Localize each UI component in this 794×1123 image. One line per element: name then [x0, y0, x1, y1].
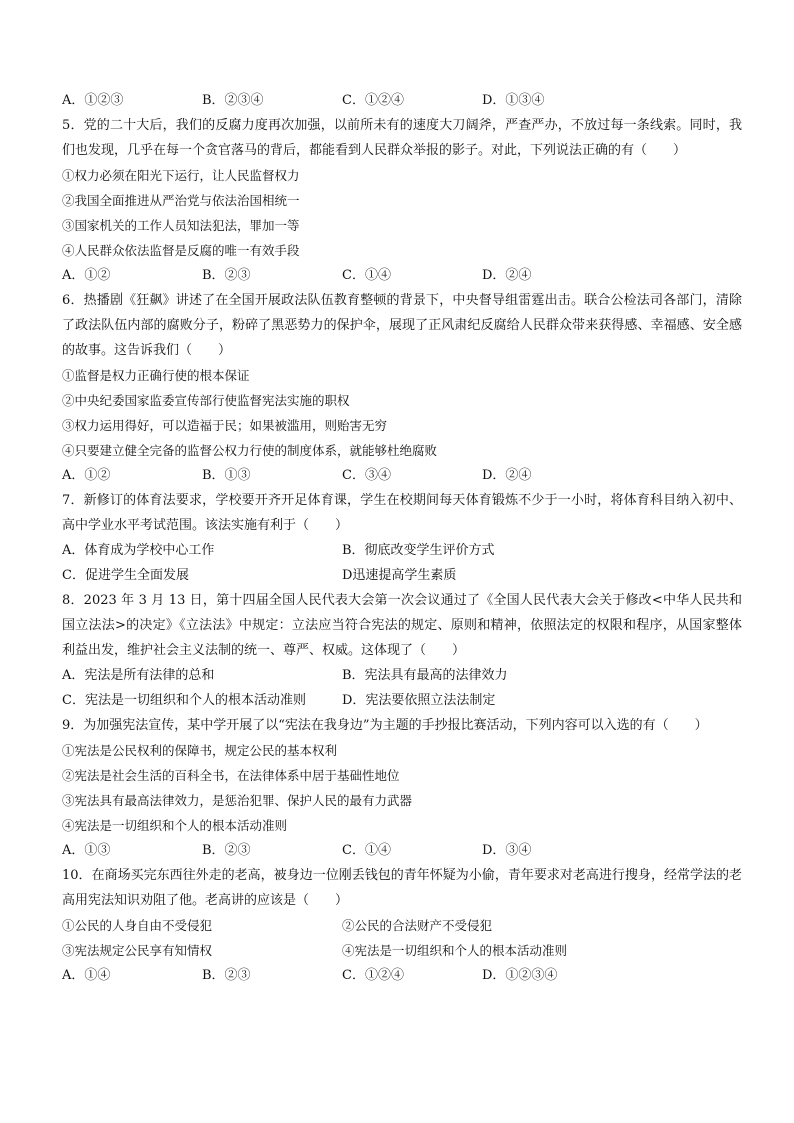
statement-4: ④宪法是一切组织和个人的根本活动准则	[62, 818, 288, 833]
statement-1: ①公民的人身自由不受侵犯	[62, 918, 213, 933]
option-b[interactable]: B．②③④	[202, 93, 264, 108]
option-d[interactable]: D．③④	[482, 843, 532, 858]
option-a[interactable]: A．①④	[62, 968, 111, 983]
option-c[interactable]: C．①④	[342, 268, 391, 283]
statement-2: ②我国全面推进从严治党与依法治国相统一	[62, 193, 300, 208]
statement-3: ③宪法规定公民享有知情权	[62, 943, 213, 958]
question-6	[62, 288, 742, 488]
question-stem: 9．为加强宪法宣传，某中学开展了以“宪法在我身边”为主题的手抄报比赛活动，下列内容可以入选的有（ ）	[62, 718, 708, 733]
statement-3: ③权力运用得好，可以造福于民；如果被滥用，则贻害无穷	[62, 418, 388, 433]
option-d[interactable]: D．②④	[482, 268, 532, 283]
option-b[interactable]: B．①③	[202, 468, 251, 483]
question-stem: 10．在商场买完东西往外走的老高，被身边一位刚丢钱包的青年怀疑为小偷，青年要求对老高进行搜身，经常学法的老高用宪法知识劝阻了他。老高讲的应该是（ ）	[62, 868, 742, 908]
option-a[interactable]: A．①②	[62, 268, 111, 283]
statements-row-1	[62, 913, 742, 938]
option-a[interactable]: A．体育成为学校中心工作	[62, 543, 215, 558]
options	[62, 963, 742, 988]
option-b[interactable]: B．②③	[202, 268, 251, 283]
option-b[interactable]: B．②③	[202, 843, 251, 858]
options-row-1	[62, 663, 742, 688]
option-d[interactable]: D．①③④	[482, 93, 545, 108]
options	[62, 263, 742, 288]
question-9	[62, 713, 742, 863]
option-b[interactable]: B．宪法具有最高的法律效力	[342, 668, 508, 683]
statement-4: ④人民群众依法监督是反腐的唯一有效手段	[62, 243, 300, 258]
option-b[interactable]: B．②③	[202, 968, 251, 983]
prev-question-options	[62, 88, 742, 113]
question-5	[62, 113, 742, 288]
question-stem: 8．2023 年 3 月 13 日，第十四届全国人民代表大会第一次会议通过了《全国人民代表大会关于修改<中华人民共和国立法法>的决定》《立法法》中规定：立法应当符合宪法的规定、原则和精神，依照法定的权限和程序，从国家整体利益出发，维护社会主义法制的统一、尊严、权威。这体现了（ ）	[62, 593, 742, 658]
option-a[interactable]: A．①③	[62, 843, 111, 858]
option-d[interactable]: D．②④	[482, 468, 532, 483]
statement-1: ①宪法是公民权利的保障书，规定公民的基本权利	[62, 743, 338, 758]
statements-row-2	[62, 938, 742, 963]
statement-2: ②宪法是社会生活的百科全书，在法律体系中居于基础性地位	[62, 768, 400, 783]
option-d[interactable]: D．①②③④	[482, 968, 558, 983]
question-stem: 7．新修订的体育法要求，学校要开齐开足体育课，学生在校期间每天体育锻炼不少于一小时，将体育科目纳入初中、高中学业水平考试范围。该法实施有利于（ ）	[62, 493, 742, 533]
options-row-1	[62, 538, 742, 563]
question-stem: 5．党的二十大后，我们的反腐力度再次加强，以前所未有的速度大刀阔斧，严查严办，不放过每一条线索。同时，我们也发现，几乎在每一个贪官落马的背后，都能看到人民群众举报的影子。对此，下列说法正确的有（ ）	[62, 118, 742, 158]
options-row-2	[62, 688, 742, 713]
options-row-2	[62, 563, 742, 588]
option-b[interactable]: B．彻底改变学生评价方式	[342, 543, 495, 558]
option-d[interactable]: D迅速提高学生素质	[342, 568, 457, 583]
question-stem: 6．热播剧《狂飙》讲述了在全国开展政法队伍教育整顿的背景下，中央督导组雷霆出击。联合公检法司各部门，清除了政法队伍内部的腐败分子，粉碎了黑恶势力的保护伞，展现了正风肃纪反腐给人民群众带来获得感、幸福感、安全感的故事。这告诉我们（ ）	[62, 293, 742, 358]
option-a[interactable]: A．①②	[62, 468, 111, 483]
option-c[interactable]: C．①②④	[342, 93, 404, 108]
option-c[interactable]: C．③④	[342, 468, 391, 483]
statement-1: ①权力必须在阳光下运行，让人民监督权力	[62, 168, 300, 183]
option-c[interactable]: C．宪法是一切组织和个人的根本活动准则	[62, 693, 306, 708]
options	[62, 463, 742, 488]
question-7	[62, 488, 742, 588]
option-a[interactable]: A．宪法是所有法律的总和	[62, 668, 215, 683]
statement-3: ③国家机关的工作人员知法犯法，罪加一等	[62, 218, 300, 233]
option-c[interactable]: C．促进学生全面发展	[62, 568, 189, 583]
option-d[interactable]: D．宪法要依照立法法制定	[342, 693, 496, 708]
option-c[interactable]: C．①②④	[342, 968, 404, 983]
options	[62, 838, 742, 863]
statement-1: ①监督是权力正确行使的根本保证	[62, 368, 250, 383]
option-a[interactable]: A．①②③	[62, 93, 124, 108]
question-8	[62, 588, 742, 713]
statement-2: ②公民的合法财产不受侵犯	[342, 918, 493, 933]
statement-4: ④宪法是一切组织和个人的根本活动准则	[342, 943, 568, 958]
statement-3: ③宪法具有最高法律效力，是惩治犯罪、保护人民的最有力武器	[62, 793, 413, 808]
exam-page	[62, 88, 742, 988]
option-c[interactable]: C．①④	[342, 843, 391, 858]
statement-4: ④只要建立健全完备的监督公权力行使的制度体系，就能够杜绝腐败	[62, 443, 438, 458]
statement-2: ②中央纪委国家监委宣传部行使监督宪法实施的职权	[62, 393, 350, 408]
question-10	[62, 863, 742, 988]
